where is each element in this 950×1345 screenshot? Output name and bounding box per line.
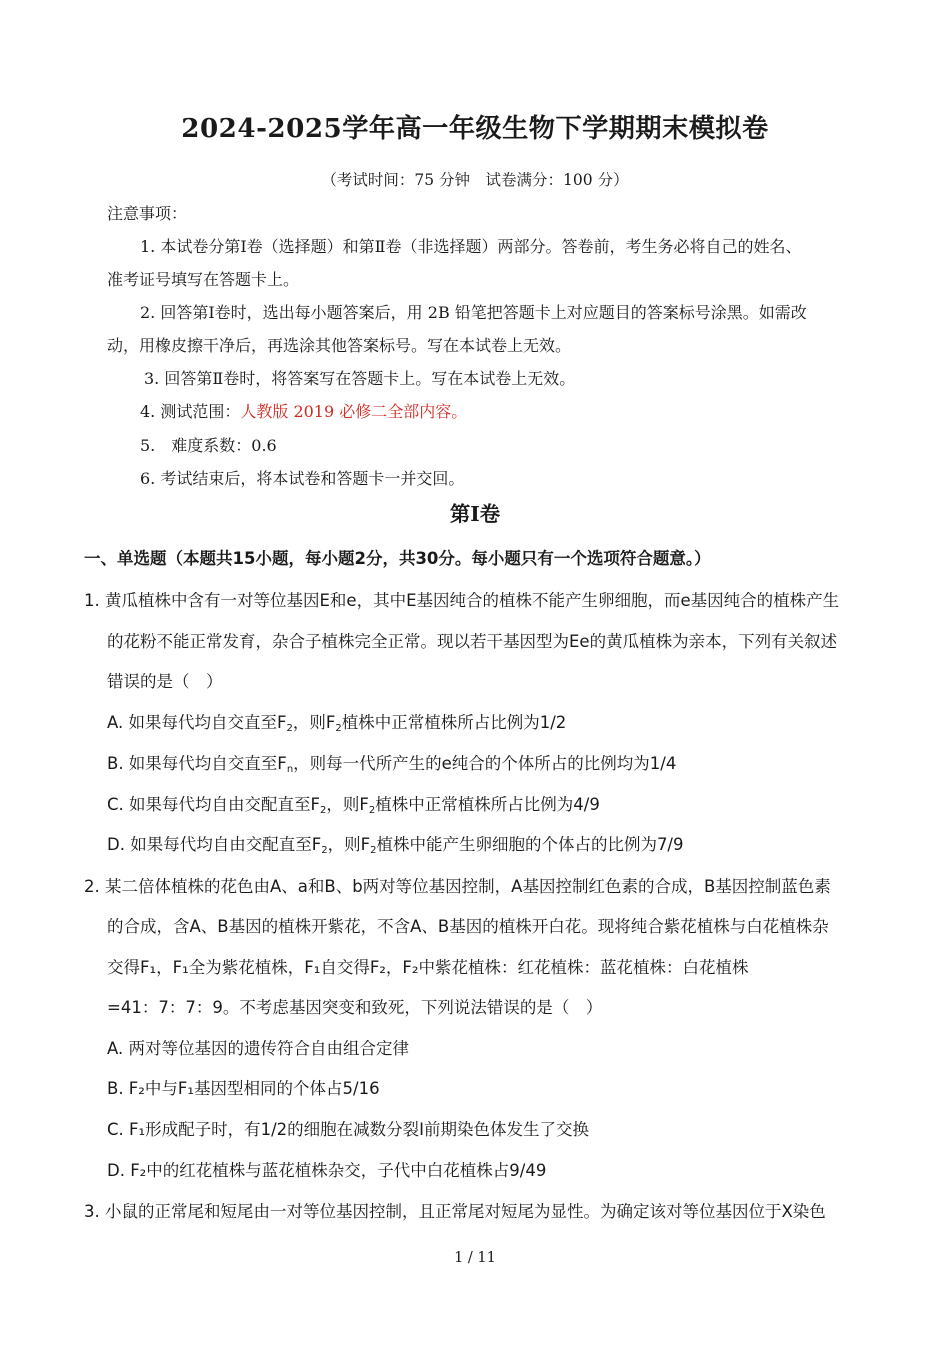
notice-item-2-line-1: 2. 回答第Ⅰ卷时，选出每小题答案后，用 2B 铅笔把答题卡上对应题目的答案标号涂黑。如需改 [140, 303, 807, 322]
question-1-option-c: C. 如果每代均自由交配直至$F_2$，则$F_2$植株中正常植株所占比例为4/9 [107, 795, 600, 816]
question-2-line-4: =41：7：7：9。不考虑基因突变和致死，下列说法错误的是（ ） [107, 998, 603, 1017]
notice-item-5: 5. 难度系数：0.6 [140, 436, 277, 455]
question-1-option-d: D. 如果每代均自由交配直至$F_2$，则$F_2$植株中能产生卵细胞的个体占的比例为7/9 [107, 835, 684, 856]
question-2-line-3: 交得F₁，F₁全为紫花植株，F₁自交得F₂，F₂中紫花植株：红花植株：蓝花植株：白花植株 [107, 958, 749, 977]
test-scope-highlight: 人教版 2019 必修二全部内容。 [240, 402, 468, 421]
question-1-line-3: 错误的是（ ） [107, 672, 223, 691]
section-title: 第Ⅰ卷 [449, 502, 501, 526]
question-2-line-1: 2. 某二倍体植株的花色由A、a和B、b两对等位基因控制，A基因控制红色素的合成，B基因控制蓝色素 [84, 877, 831, 896]
notice-item-2-line-2: 动，用橡皮擦干净后，再选涂其他答案标号。写在本试卷上无效。 [107, 336, 572, 355]
question-2-line-2: 的合成，含A、B基因的植株开紫花，不含A、B基因的植株开白花。现将纯合紫花植株与白花植株杂 [107, 917, 829, 936]
question-3-line-1: 3. 小鼠的正常尾和短尾由一对等位基因控制，且正常尾对短尾为显性。为确定该对等位基因位于X染色 [84, 1202, 826, 1221]
notice-item-1-line-2: 准考证号填写在答题卡上。 [107, 270, 300, 289]
question-2-option-a: A. 两对等位基因的遗传符合自由组合定律 [107, 1039, 409, 1058]
question-1-option-a: A. 如果每代均自交直至$F_2$，则$F_2$植株中正常植株所占比例为1/2 [107, 713, 567, 734]
question-2-option-b: B. F₂中与F₁基因型相同的个体占5/16 [107, 1079, 380, 1098]
notice-item-1-line-1: 1. 本试卷分第Ⅰ卷（选择题）和第Ⅱ卷（非选择题）两部分。答卷前，考生务必将自己的姓名、 [140, 237, 802, 256]
notice-item-4-label: 4. 测试范围： [140, 402, 241, 421]
question-1-option-b: B. 如果每代均自交直至$F_n$，则每一代所产生的e纯合的个体所占的比例均为1/4 [107, 754, 677, 775]
question-1-line-1: 1. 黄瓜植株中含有一对等位基因E和e，其中E基因纯合的植株不能产生卵细胞，而e基因纯合的植株产生 [84, 591, 840, 610]
notice-item-4 [140, 399, 467, 422]
notice-item-6: 6. 考试结束后，将本试卷和答题卡一并交回。 [140, 469, 465, 488]
question-2-option-c: C. F₁形成配子时，有1/2的细胞在减数分裂Ⅰ前期染色体发生了交换 [107, 1120, 590, 1139]
document-title: 2024-2025学年高一年级生物下学期期末模拟卷 [181, 113, 769, 144]
exam-info: （考试时间：75 分钟 试卷满分：100 分） [321, 171, 629, 189]
page-number: 1 / 11 [454, 1250, 496, 1266]
section-heading: 一、单选题（本题共15小题，每小题2分，共30分。每小题只有一个选项符合题意。） [84, 549, 711, 568]
question-2-option-d: D. F₂中的红花植株与蓝花植株杂交，子代中白花植株占9/49 [107, 1161, 547, 1180]
question-1-line-2: 的花粉不能正常发育，杂合子植株完全正常。现以若干基因型为Ee的黄瓜植株为亲本，下列有关叙述 [107, 632, 838, 651]
notice-heading: 注意事项： [107, 204, 188, 223]
notice-item-3: 3. 回答第Ⅱ卷时，将答案写在答题卡上。写在本试卷上无效。 [144, 369, 576, 388]
